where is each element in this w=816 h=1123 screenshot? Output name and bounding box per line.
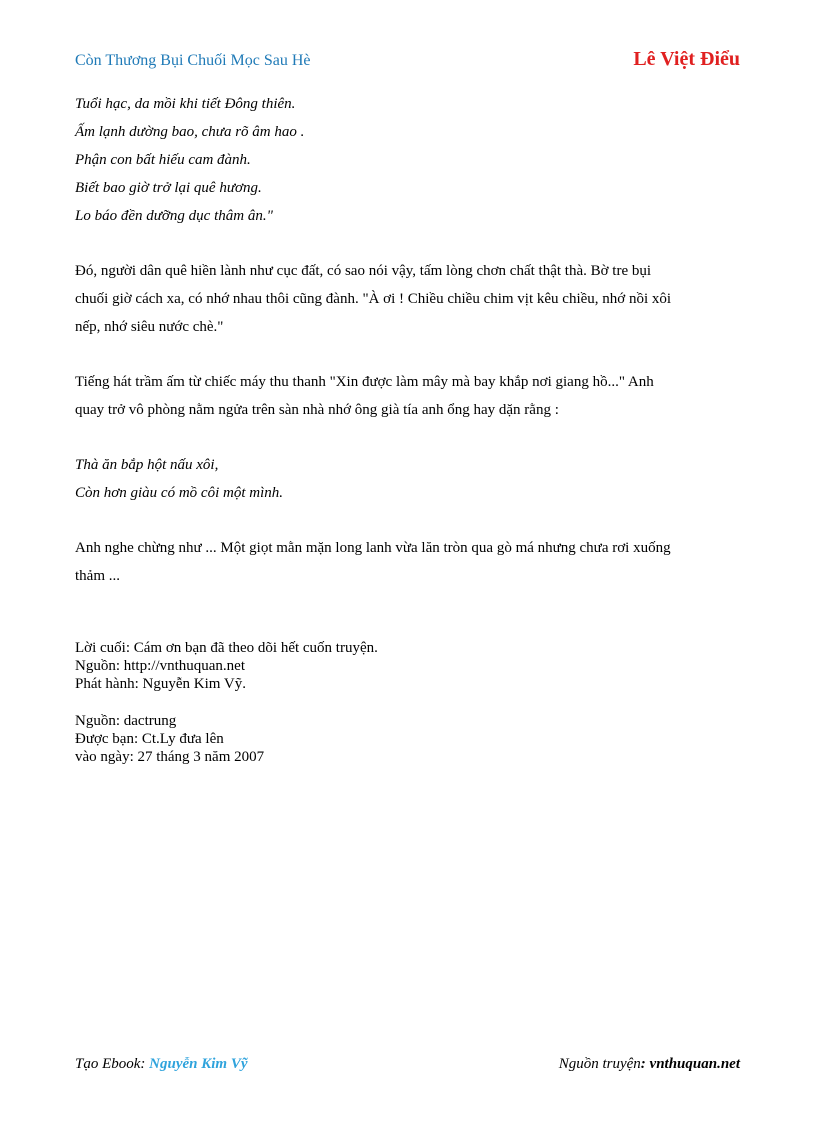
poem-line: Còn hơn giàu có mồ côi một mình. — [75, 485, 283, 501]
paragraph-line: Tiếng hát trầm ấm từ chiếc máy thu thanh "Xin được làm mây mà bay khắp nơi giang hồ..." Anh — [75, 374, 654, 390]
paragraph-2 — [75, 368, 745, 424]
poem-line: Phận con bất hiếu cam đành. — [75, 152, 251, 168]
poem-stanza-1 — [75, 90, 304, 230]
maker-name: Nguyễn Kim Vỹ — [149, 1056, 248, 1072]
credits-line: Nguồn: dactrung — [75, 713, 177, 729]
paragraph-line: quay trở vô phòng nằm ngửa trên sàn nhà nhớ ông già tía anh ổng hay dặn rằng : — [75, 402, 559, 418]
paragraph-line: Đó, người dân quê hiền lành như cục đất, có sao nói vậy, tấm lòng chơn chất thật thà. Bờ tre bụi — [75, 263, 652, 279]
paragraph-line: thảm ... — [75, 568, 120, 584]
poem-stanza-2 — [75, 451, 283, 507]
author-name: Lê Việt Điểu — [633, 48, 740, 70]
footer-source — [559, 1056, 740, 1073]
poem-line: Ấm lạnh dường bao, chưa rõ âm hao . — [75, 124, 305, 140]
source-label: Nguồn truyện — [558, 1056, 641, 1072]
poem-line: Thà ăn bắp hột nấu xôi, — [75, 457, 219, 473]
paragraph-1 — [75, 257, 745, 341]
paragraph-line: chuối giờ cách xa, có nhớ nhau thôi cũng đành. "À ơi ! Chiều chiều chim vịt kêu chiều, nhớ nồi xôi — [75, 291, 672, 307]
credits-line: Nguồn: http://vnthuquan.net — [75, 658, 245, 674]
poem-line: Tuổi hạc, da mồi khi tiết Đông thiên. — [75, 96, 296, 112]
poem-line: Lo báo đền dưỡng dục thâm ân." — [75, 208, 273, 224]
maker-label: Tạo Ebook — [75, 1056, 141, 1072]
credits-line: Được bạn: Ct.Ly đưa lên — [75, 731, 224, 747]
maker-separator: : — [140, 1056, 146, 1072]
source-name: vnthuquan.net — [649, 1056, 740, 1072]
credits-line: Lời cuối: Cám ơn bạn đã theo dõi hết cuốn truyện. — [75, 640, 378, 656]
footer-ebook-maker — [75, 1056, 248, 1073]
paragraph-line: Anh nghe chừng như ... Một giọt mằn mặn long lanh vừa lăn tròn qua gò má nhưng chưa rơi xuống — [75, 540, 671, 556]
source-separator: : — [640, 1056, 646, 1072]
book-title: Còn Thương Bụi Chuối Mọc Sau Hè — [75, 52, 311, 69]
credits-block-1 — [75, 639, 378, 693]
poem-line: Biết bao giờ trở lại quê hương. — [75, 180, 262, 196]
paragraph-line: nếp, nhớ siêu nước chè." — [75, 319, 224, 335]
credits-block-2 — [75, 712, 264, 766]
paragraph-3 — [75, 534, 745, 590]
credits-line: Phát hành: Nguyễn Kim Vỹ. — [75, 676, 246, 692]
credits-line: vào ngày: 27 tháng 3 năm 2007 — [75, 749, 265, 765]
